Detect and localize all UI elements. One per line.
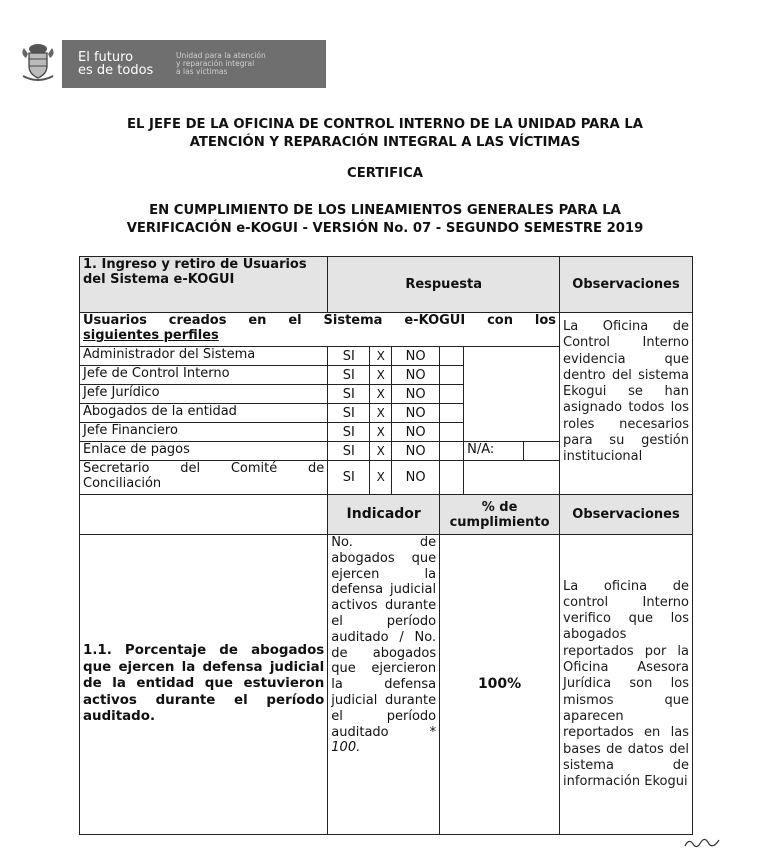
brand-slogan-line1: El futuro	[78, 50, 134, 65]
role-name: Jefe Jurídico	[80, 385, 328, 404]
brand-banner	[62, 40, 326, 88]
respuesta-header: Respuesta	[328, 257, 560, 313]
subtitle-line1: EN CUMPLIMIENTO DE LOS LINEAMIENTOS GENERALES PARA LA	[149, 203, 621, 218]
logo	[18, 40, 266, 82]
no-label: NO	[392, 366, 440, 385]
role-name-cell	[80, 461, 328, 495]
item-1-1-percent: 100%	[440, 535, 560, 835]
no-label: NO	[392, 423, 440, 442]
item-1-1-indicator	[328, 535, 440, 835]
check-mark: X	[370, 347, 392, 366]
role-name: Abogados de la entidad	[80, 404, 328, 423]
users-heading-row	[80, 313, 693, 347]
check-mark: X	[370, 423, 392, 442]
section-title-cell	[80, 257, 328, 313]
ekogui-verification-table	[79, 256, 693, 835]
na-label: N/A:	[464, 442, 524, 461]
no-label: NO	[392, 385, 440, 404]
role-name: Administrador del Sistema	[80, 347, 328, 366]
no-mark	[440, 347, 464, 366]
check-mark: X	[370, 404, 392, 423]
indicator-tail: 100.	[331, 740, 361, 756]
document-subtitle	[60, 202, 710, 238]
section-title: 1. Ingreso y retiro de Usuarios del Sistema e-KOGUI	[83, 257, 307, 287]
users-heading-line1: Usuarios creados en el Sistema e-KOGUI con los	[83, 313, 557, 328]
observation-roles-text: La Oficina de Control Interno evidencia que dentro del sistema Ekogui se han asignado todos los roles necesarios para su gestión institucional	[563, 319, 689, 465]
check-mark: X	[370, 461, 392, 495]
role-name: Jefe de Control Interno	[80, 366, 328, 385]
brand-entity-line2: y reparación integral	[176, 59, 255, 68]
no-mark	[440, 423, 464, 442]
no-label: NO	[392, 404, 440, 423]
role-name: Enlace de pagos	[80, 442, 328, 461]
brand-entity	[170, 52, 310, 76]
si-label: SI	[328, 404, 370, 423]
si-label: SI	[328, 385, 370, 404]
check-mark: X	[370, 385, 392, 404]
certifica-heading: CERTIFICA	[347, 166, 423, 181]
item-1-1-title: 1.1. Porcentaje de abogados que ejercen la defensa judicial de la entidad que estuvieron activos durante el período auditado.	[83, 643, 325, 725]
observation-roles	[560, 313, 693, 495]
si-label: SI	[328, 442, 370, 461]
no-label: NO	[392, 461, 440, 495]
indicator-header-row	[80, 495, 693, 535]
no-mark	[440, 366, 464, 385]
si-label: SI	[328, 366, 370, 385]
brand-slogan	[62, 51, 170, 77]
indicator-text: No. de abogados que ejercen la defensa judicial activos durante el período auditado / No. de abogados que ejercieron la defensa judicial durante el período auditado *	[331, 535, 437, 740]
document-title	[60, 116, 710, 152]
blank-header-cell	[80, 495, 328, 535]
brand-entity-line1: Unidad para la atención	[176, 51, 266, 60]
si-label: SI	[328, 347, 370, 366]
item-1-1-title-cell	[80, 535, 328, 835]
observaciones-header-2: Observaciones	[560, 495, 693, 535]
users-heading-line2: siguientes perfiles	[83, 328, 219, 343]
no-mark	[440, 404, 464, 423]
role-name: Jefe Financiero	[80, 423, 328, 442]
brand-slogan-line2: es de todos	[78, 63, 154, 78]
indicador-header: Indicador	[328, 495, 440, 535]
item-1-1-observation	[560, 535, 693, 835]
coat-of-arms-icon	[18, 40, 58, 82]
na-mark	[524, 442, 560, 461]
no-mark	[440, 461, 464, 495]
brand-entity-line3: a las víctimas	[176, 67, 228, 76]
check-mark: X	[370, 442, 392, 461]
item-1-1-row	[80, 535, 693, 835]
signature-initials	[683, 834, 723, 852]
subtitle-line2: VERIFICACIÓN e-KOGUI - VERSIÓN No. 07 - SEGUNDO SEMESTRE 2019	[126, 221, 644, 236]
title-line1: EL JEFE DE LA OFICINA DE CONTROL INTERNO DE LA UNIDAD PARA LA	[127, 117, 643, 132]
no-label: NO	[392, 347, 440, 366]
si-label: SI	[328, 423, 370, 442]
table-header-row	[80, 257, 693, 313]
no-mark	[440, 442, 464, 461]
no-label: NO	[392, 442, 440, 461]
observation-text: La oficina de control Interno verifico que los abogados reportados por la Oficina Asesora Jurídica son los mismos que aparecen reportados en las bases de datos del sistema de información Ekogui	[563, 578, 689, 790]
observaciones-header: Observaciones	[560, 257, 693, 313]
users-heading-cell	[80, 313, 560, 347]
blank-cell	[464, 347, 560, 442]
si-label: SI	[328, 461, 370, 495]
check-mark: X	[370, 366, 392, 385]
no-mark	[440, 385, 464, 404]
cumplimiento-header: % de cumplimiento	[440, 495, 560, 535]
blank-cell	[464, 461, 560, 495]
role-name: Secretario del Comité de Conciliación	[83, 461, 325, 491]
title-line2: ATENCIÓN Y REPARACIÓN INTEGRAL A LAS VÍCTIMAS	[189, 135, 581, 150]
